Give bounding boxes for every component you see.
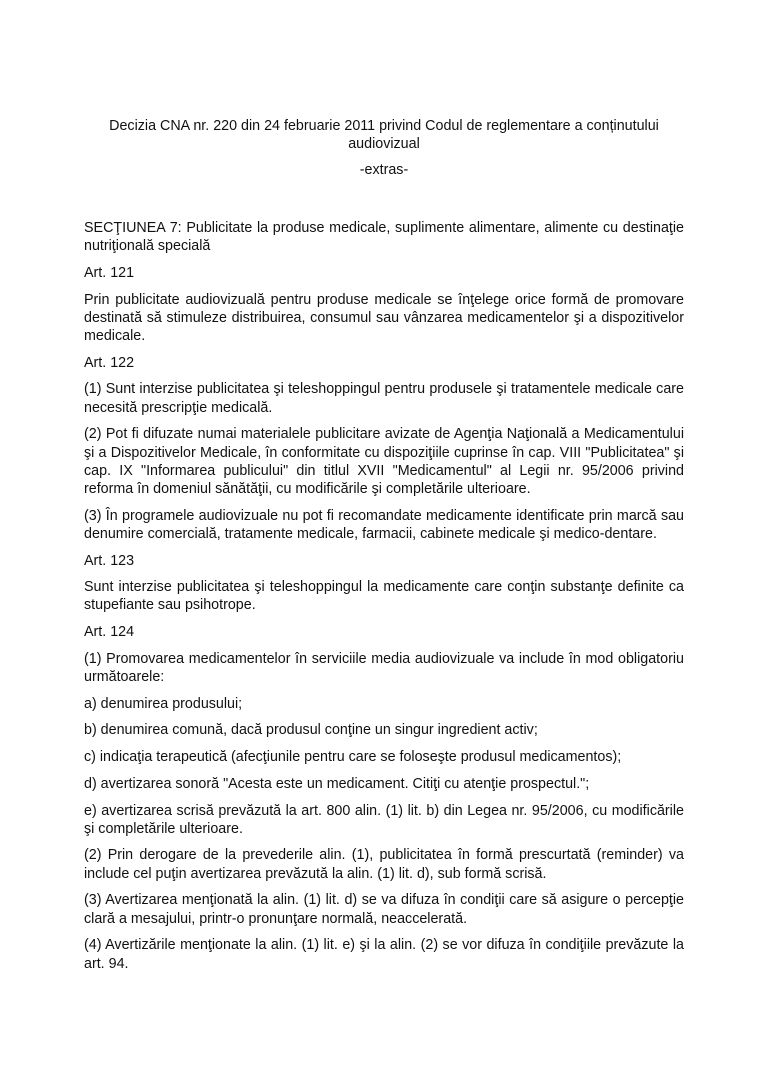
document-body — [84, 219, 684, 981]
article-122-para-3: (3) În programele audiovizuale nu pot fi recomandate medicamente identificate prin marcă sau denumire comercială, tratamente medicale, farmacii, cabinete medicale şi medico-dentare. — [84, 507, 684, 542]
article-124-para-3: (3) Avertizarea menţionată la alin. (1) lit. d) se va difuza în condiţii care să asigure o percepţie clară a mesajului, printr-o pronunţare normală, neaccelerată. — [84, 892, 684, 927]
article-124-para-4: (4) Avertizările menţionate la alin. (1) lit. e) şi la alin. (2) se vor difuza în condiţiile prevăzute la art. 94. — [84, 937, 684, 972]
document-title-line-1: Decizia CNA nr. 220 din 24 februarie 2011 privind Codul de reglementare a conținutului — [109, 118, 659, 134]
article-124-item-d: d) avertizarea sonoră "Acesta este un medicament. Citiţi cu atenţie prospectul."; — [84, 775, 590, 792]
article-124-para-1: (1) Promovarea medicamentelor în serviciile media audiovizuale va include în mod obligatoriu următoarele: — [84, 650, 684, 686]
article-122-para-2: (2) Pot fi difuzate numai materialele publicitare avizate de Agenţia Naţională a Medicamentului şi a Dispozitivelor Medicale, în conformitate cu dispoziţiile cuprinse în cap. VIII "Publicitatea" şi cap. IX "Informarea publicului" din titlul XVII "Medicamentul" al Legii nr. 95/2006 privind reforma în domeniul sănătăţii, cu modificările şi completările ulterioare. — [84, 426, 684, 497]
article-heading-121: Art. 121 — [84, 264, 135, 281]
document-title-line-2: audiovizual — [348, 136, 420, 152]
article-heading-124: Art. 124 — [84, 624, 135, 641]
article-124-item-a: a) denumirea produsului; — [84, 695, 243, 712]
article-heading-122: Art. 122 — [84, 354, 135, 371]
article-121-text: Prin publicitate audiovizuală pentru produse medicale se înţelege orice formă de promovare destinată să stimuleze distribuirea, consumul sau vânzarea medicamentelor şi a dispozitivelor medicale. — [84, 291, 684, 345]
article-124-item-c: c) indicaţia terapeutică (afecţiunile pentru care se foloseşte produsul medicamentos); — [84, 749, 622, 766]
article-124-item-b: b) denumirea comună, dacă produsul conţine un singur ingredient activ; — [84, 722, 538, 739]
section-heading: SECŢIUNEA 7: Publicitate la produse medicale, suplimente alimentare, alimente cu destinaţie nutriţională specială — [84, 220, 684, 255]
article-124-item-e: e) avertizarea scrisă prevăzută la art. 800 alin. (1) lit. b) din Legea nr. 95/2006, cu modificările şi completările ulterioare. — [84, 802, 684, 837]
document-subtitle: -extras- — [359, 162, 409, 178]
article-heading-123: Art. 123 — [84, 552, 135, 569]
document-header — [84, 117, 684, 179]
article-123-text: Sunt interzise publicitatea şi teleshoppingul la medicamente care conţin substanţe definite ca stupefiante sau psihotrope. — [84, 579, 684, 614]
article-122-para-1: (1) Sunt interzise publicitatea şi teleshoppingul pentru produsele şi tratamentele medicale care necesită prescripţie medicală. — [84, 381, 684, 416]
article-124-para-2: (2) Prin derogare de la prevederile alin. (1), publicitatea în formă prescurtată (reminder) va include cel puţin avertizarea prevăzută la alin. (1) lit. d), sub formă scrisă. — [84, 847, 684, 882]
